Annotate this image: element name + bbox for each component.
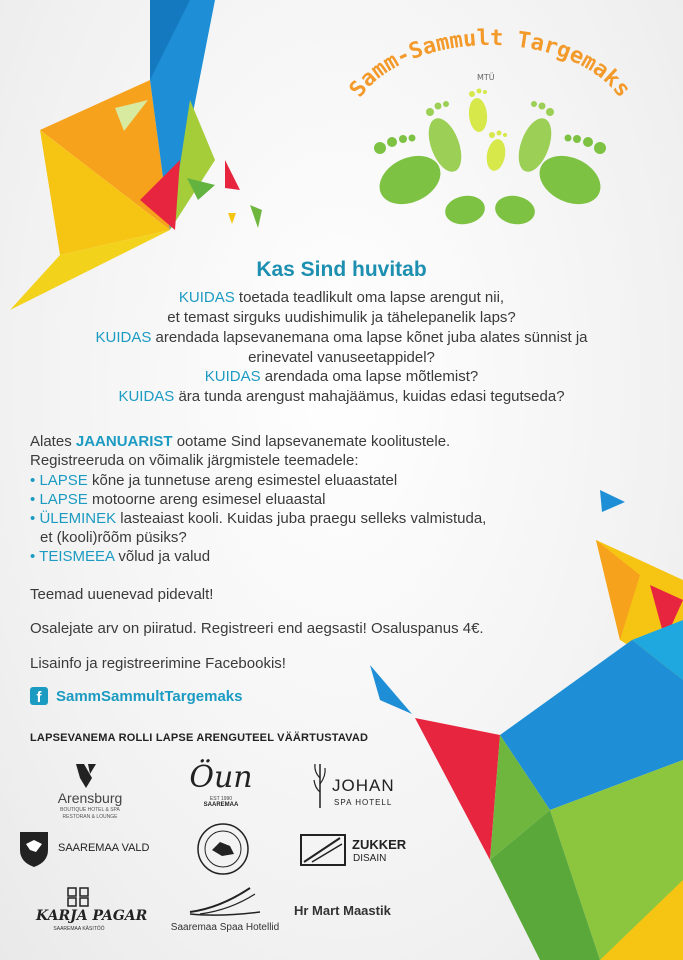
intro-line-2: Registreeruda on võimalik järgmistele teemadele: bbox=[30, 452, 359, 469]
logo-subtitle: MTÜ bbox=[477, 73, 495, 82]
footprint-large-right bbox=[493, 135, 608, 228]
topic-keyword: TEISMEEA bbox=[39, 548, 115, 565]
facebook-icon[interactable]: f bbox=[30, 687, 48, 705]
saaremaa-crest-icon bbox=[18, 830, 50, 868]
topic-3-line-2: et (kooli)rõõm püsiks? bbox=[40, 529, 187, 546]
sponsor-name: ZUKKER bbox=[352, 837, 407, 852]
wave-icon bbox=[160, 884, 290, 918]
question-text: arendada lapsevanemana oma lapse kõnet juba alates sünnist ja bbox=[151, 329, 588, 346]
footprint-small-top bbox=[468, 89, 489, 133]
main-heading: Kas Sind huvitab bbox=[256, 258, 427, 281]
topic-4 bbox=[30, 548, 210, 565]
topic-2 bbox=[30, 491, 325, 508]
sponsor-saaremaa-spaa bbox=[160, 884, 290, 936]
sponsor-sub: SAAREMAA KÄSITÖÖ bbox=[53, 926, 105, 932]
knot-icon bbox=[36, 886, 122, 908]
small-blue-triangle-right bbox=[600, 490, 625, 512]
zukker-mark-icon bbox=[300, 834, 346, 866]
facebook-page-link[interactable]: SammSammultTargemaks bbox=[56, 687, 243, 705]
question-text: ära tunda arengust mahajäämus, kuidas edasi tegutseda? bbox=[174, 388, 565, 405]
intro-pre: Alates bbox=[30, 433, 76, 450]
blue-small-bottom bbox=[370, 665, 412, 714]
bullet: • bbox=[30, 510, 36, 527]
sponsor-saaremaa-vald bbox=[18, 830, 158, 870]
sponsor-name: SAAREMAA VALD bbox=[58, 842, 150, 854]
sponsor-sub: DISAIN bbox=[353, 853, 387, 864]
question-keyword: KUIDAS bbox=[95, 329, 152, 346]
bullet: • bbox=[30, 472, 36, 489]
note-updates: Teemad uuenevad pidevalt! bbox=[30, 586, 214, 603]
tiny-yellow-triangle bbox=[228, 213, 236, 224]
sponsor-mart-maastik: Hr Mart Maastik bbox=[294, 903, 391, 918]
saaremaa-seal-icon bbox=[196, 822, 250, 876]
small-red-triangle bbox=[225, 160, 240, 190]
sponsor-name: Öun bbox=[189, 760, 253, 795]
sponsor-arensburg bbox=[40, 760, 140, 820]
sponsor-sub: BOUTIQUE HOTEL & SPA bbox=[60, 807, 120, 813]
bullet: • bbox=[30, 491, 36, 508]
sponsor-sub-2: RESTORAN & LOUNGE bbox=[62, 814, 118, 820]
topic-text: võlud ja valud bbox=[114, 548, 211, 565]
question-3 bbox=[0, 368, 683, 385]
topic-keyword: LAPSE bbox=[39, 472, 88, 489]
topic-text: lasteaiast kooli. Kuidas juba praegu selleks valmistuda, bbox=[116, 510, 487, 527]
sponsor-sub-2: SAAREMAA bbox=[203, 802, 239, 808]
note-limited: Osalejate arv on piiratud. Registreeri end aegsasti! Osaluspanus 4€. bbox=[30, 620, 484, 637]
question-1-line-1 bbox=[0, 289, 683, 306]
question-keyword: KUIDAS bbox=[178, 289, 235, 306]
sponsor-name: Arensburg bbox=[57, 790, 123, 806]
question-2-line-1 bbox=[0, 329, 683, 346]
topic-3 bbox=[30, 510, 486, 527]
topic-1 bbox=[30, 472, 397, 489]
sponsor-zukker bbox=[300, 834, 410, 870]
bullet: • bbox=[30, 548, 36, 565]
question-keyword: KUIDAS bbox=[118, 388, 175, 405]
topic-keyword: LAPSE bbox=[39, 491, 88, 508]
sponsors-heading: LAPSEVANEMA ROLLI LAPSE ARENGUTEEL VÄÄRTUSTAVAD bbox=[30, 732, 369, 744]
logo-title: Samm-Sammult Targemaks bbox=[344, 25, 636, 103]
question-text: toetada teadlikult oma lapse arengut nii, bbox=[234, 289, 505, 306]
arensburg-mark-icon bbox=[40, 760, 140, 792]
footprint-small-center bbox=[484, 131, 507, 173]
question-4 bbox=[0, 388, 683, 405]
tiny-green-triangle bbox=[250, 205, 262, 228]
sponsor-sub: SPA HOTELL bbox=[334, 798, 393, 807]
intro-post: ootame Sind lapsevanemate koolitustele. bbox=[172, 433, 451, 450]
footprint-large-left bbox=[372, 135, 487, 228]
question-2-line-2: erinevatel vanuseetappidel? bbox=[248, 349, 435, 366]
red-large-bottom bbox=[415, 718, 500, 860]
question-text: arendada oma lapse mõtlemist? bbox=[260, 368, 479, 385]
sponsor-seal bbox=[196, 822, 250, 876]
sponsor-oun bbox=[186, 760, 256, 810]
sponsor-name: JOHAN bbox=[332, 776, 395, 795]
topic-text: motoorne areng esimesel eluaastal bbox=[87, 491, 326, 508]
intro-line-1 bbox=[30, 433, 450, 450]
sponsor-name: KARJA PAGAR bbox=[36, 908, 148, 924]
intro-keyword: JAANUARIST bbox=[75, 433, 173, 450]
topic-text: kõne ja tunnetuse areng esimestel eluaastatel bbox=[87, 472, 398, 489]
sponsor-johan bbox=[312, 762, 402, 812]
sponsor-sub: EST 1990 bbox=[209, 796, 233, 802]
note-facebook-info: Lisainfo ja registreerimine Facebookis! bbox=[30, 655, 286, 672]
samm-sammult-targemaks-logo bbox=[330, 20, 650, 240]
question-keyword: KUIDAS bbox=[204, 368, 261, 385]
facebook-link-row[interactable] bbox=[30, 686, 242, 706]
topic-keyword: ÜLEMINEK bbox=[39, 510, 117, 527]
sponsor-name: Saaremaa Spaa Hotellid bbox=[170, 922, 280, 933]
sponsor-karja-pagar bbox=[36, 886, 148, 936]
question-1-line-2: et temast sirguks uudishimulik ja tähelepanelik laps? bbox=[167, 309, 516, 326]
reed-icon bbox=[312, 762, 328, 810]
